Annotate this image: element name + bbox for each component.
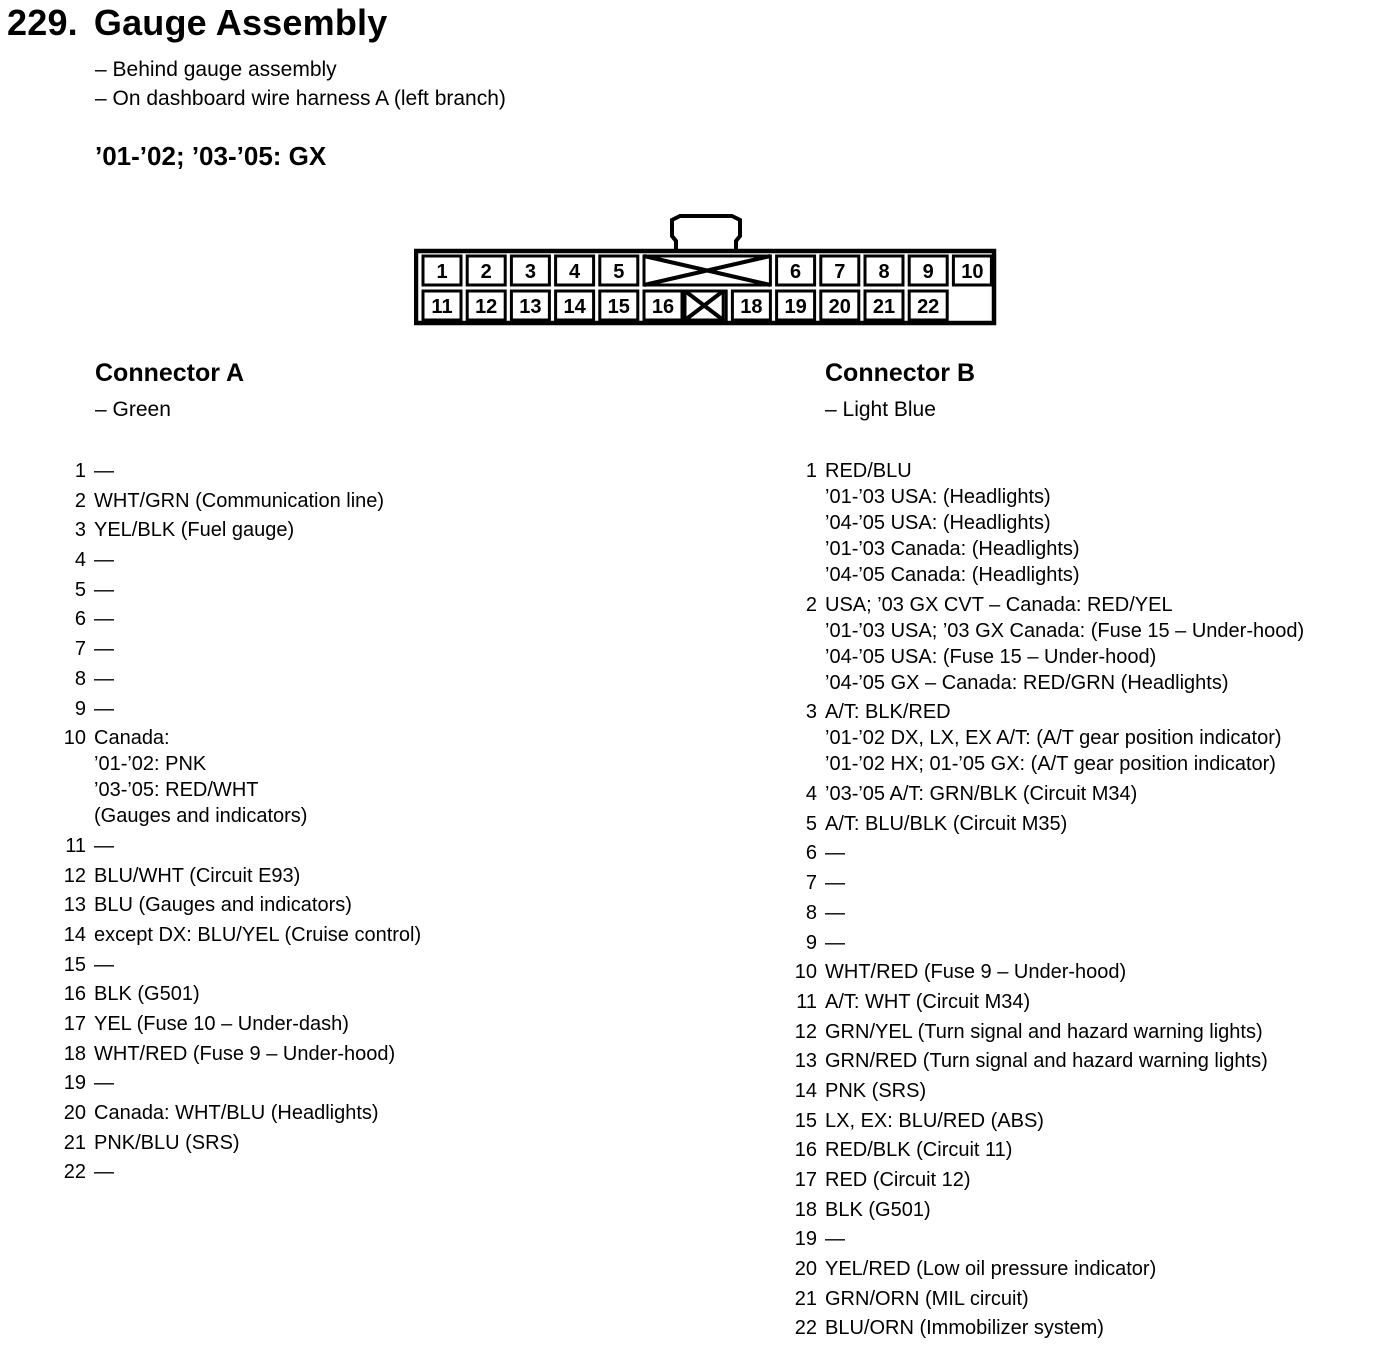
pin-description [94, 488, 421, 514]
pin-description-line: BLU/ORN (Immobilizer system) [825, 1317, 1104, 1340]
pin-description-line: Canada: [94, 727, 170, 750]
pin-label: 19 [784, 296, 807, 318]
pin-description [94, 892, 421, 918]
pin-description-line: — [825, 1228, 845, 1251]
pin-description [94, 922, 421, 948]
pin-description-line: — [94, 834, 114, 857]
location-note: – Behind gauge assembly [95, 58, 337, 81]
pin-label: 9 [922, 261, 934, 283]
page-title [7, 2, 387, 44]
pin-number: 3 [805, 701, 817, 724]
connector-a-pin-list [38, 458, 421, 1189]
pin-description-line: ’04-’05 USA: (Fuse 15 – Under-hood) [825, 645, 1157, 668]
pin-description-line: — [94, 460, 114, 482]
pin-number: 13 [63, 894, 86, 917]
pin-description-line: ’01-’03 USA: (Headlights) [825, 486, 1051, 508]
pin-entry [38, 1011, 421, 1037]
pin-number: 20 [63, 1102, 86, 1125]
pin-number: 1 [805, 460, 817, 482]
connector-diagram [414, 214, 998, 326]
pin-number: 6 [805, 842, 817, 865]
pin-label: 6 [790, 261, 802, 283]
pin-label: 2 [480, 261, 492, 283]
pin-description [94, 863, 421, 889]
pin-description-line: Canada: WHT/BLU (Headlights) [94, 1102, 379, 1125]
pin-description-line: (Gauges and indicators) [94, 805, 308, 828]
pin-entry [38, 666, 421, 692]
pin-label: 13 [519, 296, 542, 318]
pin-entry [38, 725, 421, 829]
pin-number: 18 [63, 1042, 86, 1065]
pin-description-line: ’01-’02 DX, LX, EX A/T: (A/T gear position indicator) [825, 727, 1282, 750]
pin-description [825, 1078, 1304, 1104]
pin-label: 11 [431, 296, 453, 318]
pin-description-line: GRN/RED (Turn signal and hazard warning lights) [825, 1050, 1268, 1073]
pin-label: 22 [917, 296, 940, 318]
pin-entry [38, 636, 421, 662]
pin-label: 21 [872, 296, 896, 318]
pin-number: 19 [794, 1228, 817, 1251]
pin-number: 11 [796, 990, 817, 1013]
pin-number: 16 [794, 1139, 817, 1162]
pin-description [94, 1130, 421, 1156]
pin-description [94, 1041, 421, 1067]
pin-description-line: ’04-’05 Canada: (Headlights) [825, 564, 1080, 586]
pin-number: 4 [805, 783, 817, 806]
pin-entry [769, 1137, 1304, 1163]
pin-entry [38, 458, 421, 484]
pin-entry [769, 1108, 1304, 1134]
pin-description [825, 1108, 1304, 1134]
pin-number: 15 [794, 1109, 817, 1132]
pin-description-line: WHT/GRN (Communication line) [94, 489, 385, 512]
pin-label: 16 [651, 296, 675, 318]
pin-description-line: YEL/BLK (Fuel gauge) [94, 519, 295, 542]
pin-description-line: GRN/ORN (MIL circuit) [825, 1287, 1029, 1310]
pin-description [825, 781, 1304, 807]
pin-entry [769, 1226, 1304, 1252]
pin-number: 2 [74, 489, 86, 512]
pin-description-line: — [94, 549, 114, 572]
pin-label: 14 [563, 296, 586, 318]
pin-number: 21 [794, 1287, 817, 1310]
pin-description [94, 636, 421, 662]
pin-description [94, 1159, 421, 1185]
section-title: Gauge Assembly [93, 2, 388, 43]
pin-description-line: YEL (Fuse 10 – Under-dash) [94, 1013, 349, 1035]
pin-entry [38, 696, 421, 722]
pin-number: 7 [74, 638, 86, 661]
pin-entry [38, 952, 421, 978]
pin-number: 13 [794, 1050, 817, 1073]
location-note: – On dashboard wire harness A (left branch) [95, 87, 506, 110]
pin-number: 10 [794, 961, 817, 984]
section-number: 229. [7, 2, 78, 43]
pin-description [825, 959, 1304, 985]
pin-number: 21 [63, 1131, 86, 1154]
pin-description [825, 1315, 1304, 1341]
pin-number: 1 [74, 460, 86, 482]
pin-description-line: ’04-’05 USA: (Headlights) [825, 512, 1051, 534]
pin-description-line: — [825, 901, 845, 924]
pin-label: 3 [524, 261, 536, 283]
pin-description [94, 725, 421, 829]
pin-label: 12 [475, 296, 498, 318]
pin-entry [38, 892, 421, 918]
pin-label: 15 [607, 296, 630, 318]
pin-entry [38, 517, 421, 543]
connector-a-color: – Green [95, 398, 171, 421]
pin-description [94, 577, 421, 603]
pin-description [825, 1019, 1304, 1045]
pin-description-line: LX, EX: BLU/RED (ABS) [825, 1109, 1044, 1132]
pin-description-line: BLU (Gauges and indicators) [94, 894, 352, 917]
pin-description [94, 1011, 421, 1037]
pin-description-line: USA; ’03 GX CVT – Canada: RED/YEL [825, 593, 1173, 616]
pin-description [94, 547, 421, 573]
pin-description-line: BLK (G501) [94, 983, 200, 1006]
pin-entry [769, 1078, 1304, 1104]
pin-label: 10 [961, 261, 984, 283]
pin-number: 22 [794, 1317, 817, 1340]
pin-entry [38, 1070, 421, 1096]
pin-entry [38, 981, 421, 1007]
pin-entry [769, 1286, 1304, 1312]
pin-description-line: ’01-’03 Canada: (Headlights) [825, 538, 1080, 560]
pin-description [825, 458, 1304, 588]
pin-description [94, 606, 421, 632]
pin-description-line: RED (Circuit 12) [825, 1169, 971, 1191]
pin-entry [769, 959, 1304, 985]
pin-number: 4 [74, 549, 86, 572]
pin-label: 4 [569, 261, 581, 283]
connector-b-heading: Connector B [825, 359, 975, 387]
pin-label: 18 [740, 296, 763, 318]
location-notes [95, 55, 506, 113]
pin-number: 5 [74, 578, 86, 601]
pin-label: 5 [613, 261, 625, 283]
pin-number: 16 [63, 983, 86, 1006]
pin-label: 1 [436, 261, 448, 283]
pin-description-line: except DX: BLU/YEL (Cruise control) [94, 923, 422, 946]
pin-description-line: ’03-’05: RED/WHT [94, 779, 259, 802]
pin-number: 8 [74, 667, 86, 690]
pin-description [825, 930, 1304, 956]
pin-entry [38, 1159, 421, 1185]
pin-entry [769, 1197, 1304, 1223]
pin-description [825, 699, 1304, 777]
pin-description [825, 1256, 1304, 1282]
pin-description-line: A/T: BLU/BLK (Circuit M35) [825, 812, 1068, 835]
pin-description [825, 592, 1304, 696]
pin-entry [769, 930, 1304, 956]
pin-description-line: ’01-’03 USA; ’03 GX Canada: (Fuse 15 – Under-hood) [825, 619, 1305, 642]
pin-description-line: — [94, 1161, 114, 1184]
pin-description-line: — [94, 953, 114, 976]
pin-number: 22 [63, 1161, 86, 1184]
pin-entry [769, 900, 1304, 926]
pin-entry [769, 1315, 1304, 1341]
pin-entry [38, 547, 421, 573]
pin-number: 18 [794, 1198, 817, 1221]
pin-description [825, 870, 1304, 896]
pin-entry [769, 592, 1304, 696]
pin-description-line: — [94, 638, 114, 661]
pin-entry [769, 781, 1304, 807]
pin-description [825, 840, 1304, 866]
pin-number: 20 [794, 1258, 817, 1281]
pin-entry [769, 699, 1304, 777]
pin-number: 14 [794, 1079, 817, 1102]
pin-number: 12 [63, 864, 86, 887]
pin-description [825, 1167, 1304, 1193]
pin-description-line: WHT/RED (Fuse 9 – Under-hood) [825, 961, 1127, 984]
pin-label: 7 [834, 261, 846, 283]
pin-description [825, 1137, 1304, 1163]
connector-b-pin-list [769, 458, 1304, 1345]
pin-description-line: ’04-’05 GX – Canada: RED/GRN (Headlights) [825, 671, 1229, 694]
pin-description-line: — [94, 608, 114, 631]
pin-description [825, 989, 1304, 1015]
pin-entry [769, 811, 1304, 837]
pin-number: 11 [65, 834, 86, 857]
pin-label: 20 [828, 296, 851, 318]
pin-entry [38, 833, 421, 859]
pin-description-line: ’01-’02 HX; 01-’05 GX: (A/T gear position indicator) [825, 753, 1276, 776]
pin-description-line: RED/BLU [825, 460, 912, 482]
pin-entry [769, 1019, 1304, 1045]
pin-number: 5 [805, 812, 817, 835]
pin-description-line: A/T: WHT (Circuit M34) [825, 990, 1031, 1013]
pin-description-line: — [825, 931, 845, 954]
pin-entry [38, 863, 421, 889]
connector-lock-tab [672, 216, 740, 251]
pin-description-line: YEL/RED (Low oil pressure indicator) [825, 1258, 1157, 1281]
model-years: ’01-’02; ’03-’05: GX [95, 141, 327, 171]
pin-description-line: — [94, 1072, 114, 1095]
pin-description [825, 1048, 1304, 1074]
pin-description [94, 666, 421, 692]
pin-description [825, 1197, 1304, 1223]
pin-number: 17 [63, 1013, 86, 1035]
pin-entry [38, 488, 421, 514]
pin-number: 15 [63, 953, 86, 976]
pin-description-line: ’01-’02: PNK [94, 753, 207, 776]
pin-number: 9 [805, 931, 817, 954]
pin-description [94, 952, 421, 978]
pin-description [94, 1100, 421, 1126]
pin-description [94, 458, 421, 484]
pin-number: 17 [794, 1169, 817, 1191]
pin-description [825, 1286, 1304, 1312]
pin-number: 7 [805, 872, 817, 895]
pin-description-line: A/T: BLK/RED [825, 701, 951, 724]
pin-description-line: — [94, 697, 114, 720]
pin-description [94, 833, 421, 859]
pin-number: 12 [794, 1020, 817, 1043]
pin-description-line: — [825, 872, 845, 895]
pin-description-line: — [94, 578, 114, 601]
pin-number: 10 [63, 727, 86, 750]
pin-description [825, 811, 1304, 837]
pin-description-line: BLU/WHT (Circuit E93) [94, 864, 301, 887]
connector-a-heading: Connector A [95, 359, 245, 387]
pin-entry [38, 1100, 421, 1126]
pin-description-line: — [94, 667, 114, 690]
pin-description [94, 981, 421, 1007]
pin-entry [769, 1048, 1304, 1074]
pin-entry [38, 922, 421, 948]
pin-description-line: WHT/RED (Fuse 9 – Under-hood) [94, 1042, 396, 1065]
pin-description-line: ’03-’05 A/T: GRN/BLK (Circuit M34) [825, 783, 1138, 806]
pin-description-line: PNK/BLU (SRS) [94, 1131, 240, 1154]
pin-number: 14 [63, 923, 86, 946]
pin-number: 8 [805, 901, 817, 924]
pin-number: 3 [74, 519, 86, 542]
pin-description [94, 1070, 421, 1096]
pin-entry [38, 1130, 421, 1156]
pin-description-line: PNK (SRS) [825, 1079, 927, 1102]
pin-number: 19 [63, 1072, 86, 1095]
pin-description-line: RED/BLK (Circuit 11) [825, 1139, 1013, 1162]
pin-number: 9 [74, 697, 86, 720]
pin-description-line: — [825, 842, 845, 865]
pin-description-line: BLK (G501) [825, 1198, 931, 1221]
pin-description [825, 900, 1304, 926]
pin-label: 8 [878, 261, 890, 283]
pin-entry [769, 989, 1304, 1015]
pin-number: 2 [805, 593, 817, 616]
pin-entry [769, 458, 1304, 588]
pin-entry [38, 577, 421, 603]
pin-number: 6 [74, 608, 86, 631]
pin-description [825, 1226, 1304, 1252]
connector-b-color: – Light Blue [825, 398, 936, 421]
pin-entry [769, 1256, 1304, 1282]
pin-entry [769, 1167, 1304, 1193]
pin-entry [38, 606, 421, 632]
pin-entry [769, 840, 1304, 866]
pin-description-line: GRN/YEL (Turn signal and hazard warning lights) [825, 1020, 1263, 1043]
pin-entry [38, 1041, 421, 1067]
pin-entry [769, 870, 1304, 896]
pin-description [94, 517, 421, 543]
pin-description [94, 696, 421, 722]
